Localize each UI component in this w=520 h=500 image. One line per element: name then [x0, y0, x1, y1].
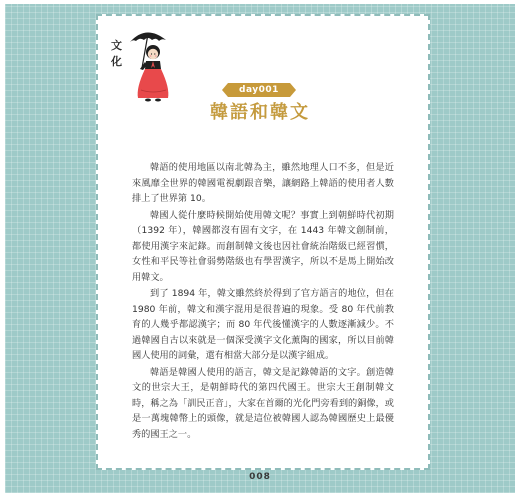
article-body	[132, 160, 394, 443]
category-tag-char: 化	[111, 55, 122, 68]
category-tag-char: 文	[111, 39, 122, 52]
day-badge: day001	[228, 83, 290, 97]
page-number: 008	[249, 472, 271, 482]
paragraph: 韓語是韓國人使用的語言，韓文是記錄韓語的文字。創造韓文的世宗大王，是朝鮮時代的第四代國王。世宗大王創制韓文時，稱之為「訓民正音」，大家在首爾的光化門旁看到的銅像，或是一萬塊韓幣上的頭像，就是這位被韓國人認為韓國歷史上最優秀的國王之一。	[132, 366, 394, 440]
paragraph: 到了 1894 年，韓文雖然終於得到了官方語言的地位，但在 1980 年前，韓文和漢字混用是很普遍的現象。受 80 年代前教育的人幾乎都認漢字；而 80 年代後懂漢字的人數逐漸減少。不過韓國自古以來就是一個深受漢字文化薰陶的國家，所以目前韓國人使用的詞彙，還有相當大部分是以漢字組成。	[132, 288, 394, 361]
paragraph: 韓國人從什麼時候開始使用韓文呢？事實上到朝鮮時代初期（1392 年），韓國都沒有固有文字，在 1443 年韓文創制前，都使用漢字來記錄。而創制韓文後也因社會統治階級已經習慣，女性和平民等社會弱勢階級也有學習漢字，所以不是馬上開始改用韓文。	[132, 209, 394, 283]
page-title: 韓語和韓文	[210, 102, 310, 123]
paragraph: 韓語的使用地區以南北韓為主，雖然地理人口不多，但是近來風靡全世界的韓國電視劇跟音樂，讓網路上韓語的使用者人數排上了世界第 10。	[132, 162, 394, 204]
hanbok-girl-illustration	[126, 28, 176, 108]
